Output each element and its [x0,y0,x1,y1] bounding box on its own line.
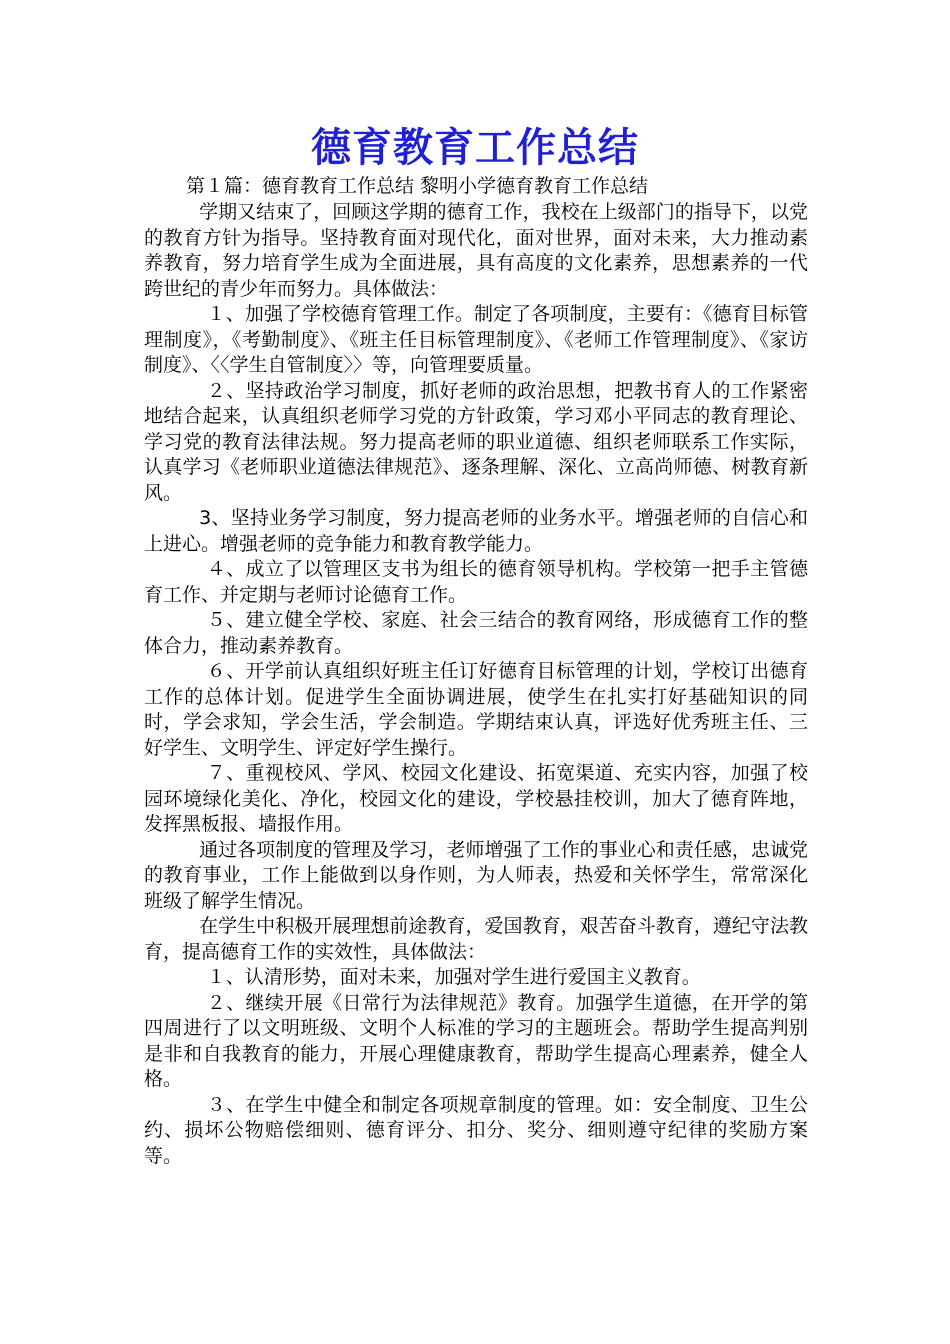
paragraph: ３、在学生中健全和制定各项规章制度的管理。如：安全制度、卫生公约、损坏公物赔偿细则、德育评分、扣分、奖分、细则遵守纪律的奖励方案等。 [144,1093,808,1167]
document-subtitle: 第１篇：德育教育工作总结 黎明小学德育教育工作总结 [186,175,649,197]
paragraph: ７、重视校风、学风、校园文化建设、拓宽渠道、充实内容，加强了校园环境绿化美化、净化，校园文化的建设，学校悬挂校训，加大了德育阵地，发挥黑板报、墙报作用。 [144,762,808,835]
paragraph: ２、继续开展《日常行为法律规范》教育。加强学生道德，在开学的第四周进行了以文明班级、文明个人标准的学习的主题班会。帮助学生提高判别是非和自我教育的能力，开展心理健康教育，帮助学生提高心理素养，健全人格。 [144,991,808,1090]
paragraph: ６、开学前认真组织好班主任订好德育目标管理的计划，学校订出德育工作的总体计划。促进学生全面协调进展，使学生在扎实打好基础知识的同时，学会求知，学会生活，学会制造。学期结束认真，评选好优秀班主任、三好学生、文明学生、评定好学生操行。 [144,660,808,759]
paragraph: ５、建立健全学校、家庭、社会三结合的教育网络，形成德育工作的整体合力，推动素养教育。 [144,609,808,657]
paragraph: １、加强了学校德育管理工作。制定了各项制度，主要有：《德育目标管理制度》，《考勤制度》、《班主任目标管理制度》、《老师工作管理制度》、《家访制度》、〈〈学生自管制度〉〉等，向管理要质量。 [144,303,808,376]
paragraph: 通过各项制度的管理及学习，老师增强了工作的事业心和责任感，忠诚党的教育事业，工作上能做到以身作则，为人师表，热爱和关怀学生，常常深化班级了解学生情况。 [144,838,808,912]
paragraph: １、认清形势，面对未来，加强对学生进行爱国主义教育。 [206,966,701,988]
document-title: 德育教育工作总结 [311,124,639,171]
paragraph: ２、坚持政治学习制度，抓好老师的政治思想，把教书育人的工作紧密地结合起来，认真组织老师学习党的方针政策，学习邓小平同志的教育理论、学习党的教育法律法规。努力提高老师的职业道德、组织老师联系工作实际，认真学习《老师职业道德法律规范》、逐条理解、深化、立高尚师德、树教育新风。 [144,379,808,504]
document-body [144,200,808,1169]
paragraph: ４、成立了以管理区支书为组长的德育领导机构。学校第一把手主管德育工作、并定期与老师讨论德育工作。 [144,558,808,606]
paragraph: 3、坚持业务学习制度，努力提高老师的业务水平。增强老师的自信心和上进心。增强老师的竞争能力和教育教学能力。 [144,507,808,555]
paragraph: 学期又结束了，回顾这学期的德育工作，我校在上级部门的指导下，以党的教育方针为指导。坚持教育面对现代化，面对世界，面对未来，大力推动素养教育，努力培育学生成为全面进展，具有高度的文化素养，思想素养的一代跨世纪的青少年而努力。具体做法： [144,201,808,300]
paragraph: 在学生中积极开展理想前途教育，爱国教育，艰苦奋斗教育，遵纪守法教育，提高德育工作的实效性，具体做法： [144,915,808,963]
